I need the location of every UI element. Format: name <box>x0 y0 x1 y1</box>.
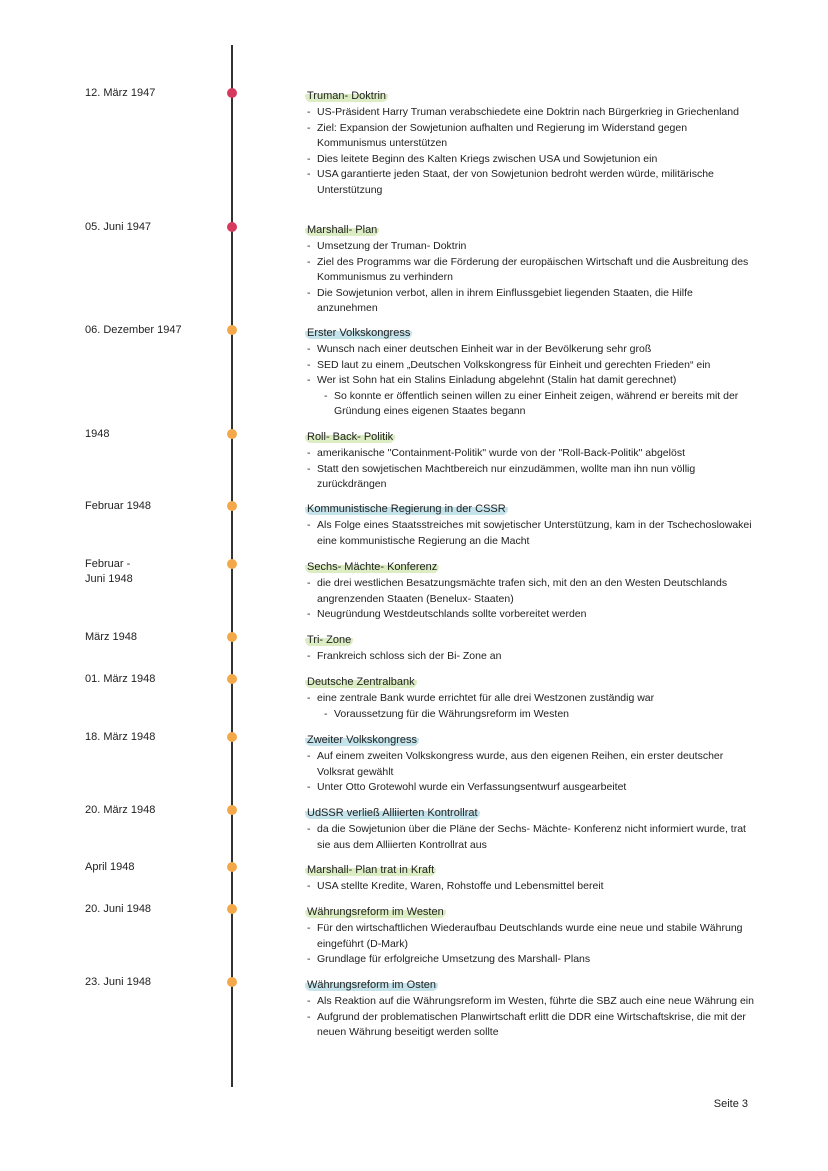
event-title: UdSSR verließ Alliierten Kontrollrat <box>307 807 478 819</box>
bullet-list <box>305 649 755 665</box>
event-title: Marshall- Plan trat in Kraft <box>307 864 435 876</box>
event-title: Währungsreform im Westen <box>307 906 444 918</box>
timeline-dot <box>227 862 237 872</box>
bullet-item: - Wer ist Sohn hat ein Stalins Einladung abgelehnt (Stalin hat damit gerechnet) <box>305 373 755 389</box>
event-date: Februar - Juni 1948 <box>85 558 133 585</box>
bullet-item: - Aufgrund der problematischen Planwirtschaft erlitt die DDR eine Wirtschaftskrise, die mit der neuen Währung beseitigt werden sollte <box>305 1010 755 1041</box>
timeline-dot <box>227 429 237 439</box>
bullet-item: - die drei westlichen Besatzungsmächte trafen sich, mit den an den Westen Deutschlands angrenzenden Staaten (Benelux- Staaten) <box>305 576 755 607</box>
bullet-item: - Die Sowjetunion verbot, allen in ihrem Einflussgebiet liegenden Staaten, die Hilfe anzunehmen <box>305 286 755 317</box>
bullet-item: - Wunsch nach einer deutschen Einheit war in der Bevölkerung sehr groß <box>305 342 755 358</box>
event-content <box>305 557 755 623</box>
bullet-item: - USA garantierte jeden Staat, der von Sowjetunion bedroht werden würde, militärische Unterstützung <box>305 167 755 198</box>
bullet-item: - Als Reaktion auf die Währungsreform im Westen, führte die SBZ auch eine neue Währung ein <box>305 994 755 1010</box>
bullet-list <box>305 749 755 796</box>
bullet-list <box>305 239 755 317</box>
bullet-list <box>305 879 755 895</box>
bullet-item: - Frankreich schloss sich der Bi- Zone an <box>305 649 755 665</box>
event-title: Zweiter Volkskongress <box>307 734 418 746</box>
bullet-item: - Neugründung Westdeutschlands sollte vorbereitet werden <box>305 607 755 623</box>
event-date: März 1948 <box>85 631 137 643</box>
bullet-list <box>305 342 755 420</box>
timeline-dot <box>227 977 237 987</box>
event-date: 12. März 1947 <box>85 87 156 99</box>
event-date: 18. März 1948 <box>85 731 156 743</box>
timeline-dot <box>227 501 237 511</box>
page-number: Seite 3 <box>713 1098 748 1110</box>
timeline-dot <box>227 904 237 914</box>
bullet-item: - da die Sowjetunion über die Pläne der Sechs- Mächte- Konferenz nicht informiert wurde, trat sie aus dem Alliierten Kontrollrat aus <box>305 822 755 853</box>
event-content <box>305 730 755 796</box>
event-title: Erster Volkskongress <box>307 327 411 339</box>
bullet-item: - Auf einem zweiten Volkskongress wurde, aus den eigenen Reihen, ein erster deutscher Volksrat gewählt <box>305 749 755 780</box>
event-title: Truman- Doktrin <box>307 90 387 102</box>
event-date: 06. Dezember 1947 <box>85 324 182 336</box>
bullet-item: - Ziel: Expansion der Sowjetunion aufhalten und Regierung im Widerstand gegen Kommunismus unterstützen <box>305 121 755 152</box>
event-content <box>305 902 755 968</box>
timeline-dot <box>227 632 237 642</box>
bullet-item: - Unter Otto Grotewohl wurde ein Verfassungsentwurf ausgearbeitet <box>305 780 755 796</box>
bullet-item: - Als Folge eines Staatsstreiches mit sowjetischer Unterstützung, kam in der Tschechoslowakei eine kommunistische Regierung an die Macht <box>305 518 755 549</box>
timeline-dot <box>227 559 237 569</box>
event-date: 05. Juni 1947 <box>85 221 152 233</box>
bullet-list <box>305 822 755 853</box>
sub-bullet-item: - So konnte er öffentlich seinen willen zu einer Einheit zeigen, während er bereits mit der Gründung eines eigenen Staates begann <box>322 389 755 420</box>
timeline-dot <box>227 805 237 815</box>
timeline-dot <box>227 674 237 684</box>
event-content <box>305 672 755 722</box>
event-title: Tri- Zone <box>307 634 352 646</box>
bullet-list <box>305 691 755 722</box>
event-content <box>305 975 755 1041</box>
event-content <box>305 323 755 420</box>
bullet-list <box>305 446 755 493</box>
event-date: 20. März 1948 <box>85 804 156 816</box>
timeline-dot <box>227 88 237 98</box>
event-date: Februar 1948 <box>85 500 152 512</box>
event-date: 1948 <box>85 428 110 440</box>
event-content <box>305 630 755 665</box>
timeline-dot <box>227 325 237 335</box>
event-title: Deutsche Zentralbank <box>307 676 415 688</box>
event-content <box>305 86 755 198</box>
bullet-item: - amerikanische "Containment-Politik" wurde von der "Roll-Back-Politik" abgelöst <box>305 446 755 462</box>
bullet-item: - Umsetzung der Truman- Doktrin <box>305 239 755 255</box>
event-content <box>305 860 755 895</box>
event-content <box>305 427 755 493</box>
bullet-list <box>305 921 755 968</box>
sub-bullet-item: - Voraussetzung für die Währungsreform im Westen <box>322 707 755 723</box>
timeline-dot <box>227 732 237 742</box>
event-content <box>305 803 755 853</box>
bullet-list <box>305 518 755 549</box>
event-date: April 1948 <box>85 861 135 873</box>
bullet-item: - SED laut zu einem „Deutschen Volkskongress für Einheit und gerechten Frieden“ ein <box>305 358 755 374</box>
bullet-item: - Grundlage für erfolgreiche Umsetzung des Marshall- Plans <box>305 952 755 968</box>
bullet-list <box>305 994 755 1041</box>
bullet-list <box>305 105 755 198</box>
event-content <box>305 499 755 549</box>
event-date: 20. Juni 1948 <box>85 903 152 915</box>
event-title: Marshall- Plan <box>307 224 378 236</box>
event-date: 01. März 1948 <box>85 673 156 685</box>
event-content <box>305 220 755 317</box>
bullet-item: - Für den wirtschaftlichen Wiederaufbau Deutschlands wurde eine neue und stabile Währung eingeführt (D-Mark) <box>305 921 755 952</box>
bullet-item: - US-Präsident Harry Truman verabschiedete eine Doktrin nach Bürgerkrieg in Griechenland <box>305 105 755 121</box>
bullet-item: - USA stellte Kredite, Waren, Rohstoffe und Lebensmittel bereit <box>305 879 755 895</box>
bullet-item: - Dies leitete Beginn des Kalten Kriegs zwischen USA und Sowjetunion ein <box>305 152 755 168</box>
event-title: Kommunistische Regierung in der CSSR <box>307 503 506 515</box>
event-title: Sechs- Mächte- Konferenz <box>307 561 438 573</box>
event-date: 23. Juni 1948 <box>85 976 152 988</box>
timeline-dot <box>227 222 237 232</box>
bullet-item: - Statt den sowjetischen Machtbereich nur einzudämmen, wollte man ihn nun völlig zurückdrängen <box>305 462 755 493</box>
bullet-list <box>305 576 755 623</box>
bullet-item: - Ziel des Programms war die Förderung der europäischen Wirtschaft und die Ausbreitung des Kommunismus zu verhindern <box>305 255 755 286</box>
bullet-item: - eine zentrale Bank wurde errichtet für alle drei Westzonen zuständig war <box>305 691 755 707</box>
event-title: Roll- Back- Politik <box>307 431 394 443</box>
event-title: Währungsreform im Osten <box>307 979 436 991</box>
